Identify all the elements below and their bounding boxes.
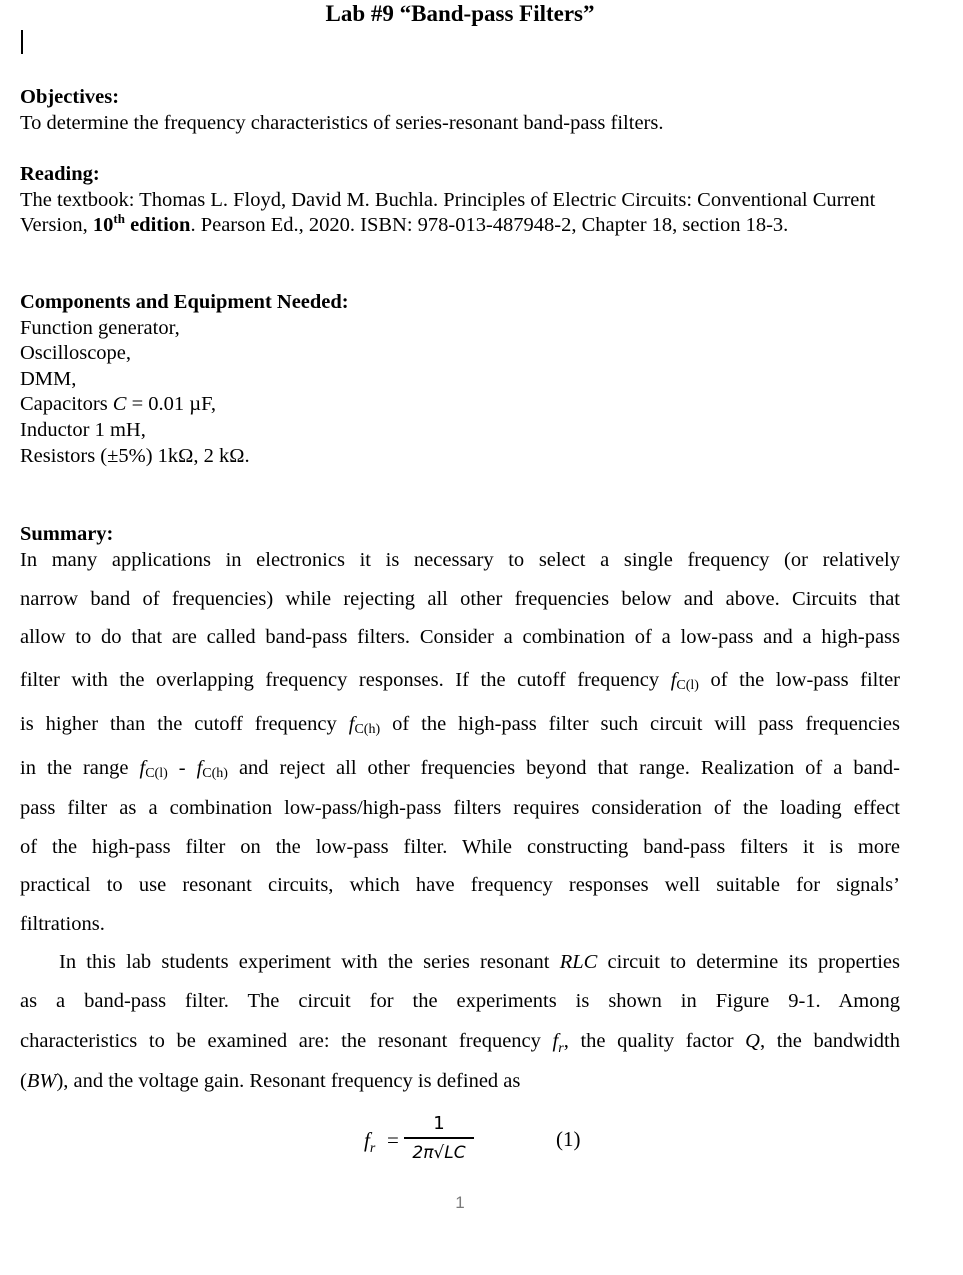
reading-text: The textbook: Thomas L. Floyd, David M. Buchla. Principles of Electric Circuits: Conventional Current Version, 10th edition. Pearson Ed., 2020. ISBN: 978-013-487948-2, Chapter 18, section 18-3.: [20, 188, 876, 236]
component-item: Oscilloscope,: [20, 342, 132, 365]
text-line: (BW), and the voltage gain. Resonant frequency is defined as: [20, 1070, 521, 1092]
fraction-bar: [404, 1137, 474, 1139]
summary-paragraph-1: [20, 541, 900, 943]
edition-label: 10th edition: [92, 211, 191, 236]
equation-equals: =: [387, 1128, 399, 1152]
text-line: of the high-pass filter on the low-pass filter. While constructing band-pass filters it is more: [20, 835, 900, 858]
objectives-section: [20, 85, 900, 136]
equation-denominator: 2π√LC: [412, 1142, 466, 1163]
components-heading: Components and Equipment Needed:: [20, 291, 349, 313]
text-line: practical to use resonant circuits, which have frequency responses well suitable for signals’: [20, 874, 900, 896]
text-line: In many applications in electronics it is necessary to select a single frequency (or relatively: [20, 549, 900, 571]
objectives-text: To determine the frequency characteristics of series-resonant band-pass filters.: [20, 111, 664, 134]
text-line: characteristics to be examined are: the resonant frequency $f_r$, the quality factor Q, the bandwidth: [20, 1030, 900, 1057]
text-line: as a band-pass filter. The circuit for the experiments is shown in Figure 9-1. Among: [20, 989, 900, 1012]
component-item: DMM,: [20, 367, 77, 390]
objectives-heading: Objectives:: [20, 86, 120, 108]
text-line: is higher than the cutoff frequency fC(h) of the high-pass filter such circuit will pass frequencies: [20, 713, 900, 737]
text-line: filtrations.: [20, 912, 105, 935]
equation-numerator: 1: [433, 1113, 445, 1134]
equation-lhs: $f_r$: [364, 1128, 376, 1157]
component-item: Function generator,: [20, 316, 180, 339]
text-line: allow to do that are called band-pass filters. Consider a combination of a low-pass and a high-pass: [20, 626, 900, 648]
equation-number: (1): [556, 1127, 581, 1151]
reading-section: [20, 162, 900, 239]
text-line: filter with the overlapping frequency responses. If the cutoff frequency fC(l) of the low-pass filter: [20, 669, 900, 693]
text-line: pass filter as a combination low-pass/high-pass filters requires consideration of the loading effect: [20, 797, 900, 819]
component-item: Resistors (±5%) 1kΩ, 2 kΩ.: [20, 444, 250, 467]
text-line: In this lab students experiment with the series resonant RLC circuit to determine its properties: [59, 951, 900, 973]
text-line: in the range fC(l) - fC(h) and reject all other frequencies beyond that range. Realization of a band-: [20, 757, 901, 781]
text-line: narrow band of frequencies) while rejecting all other frequencies below and above. Circuits that: [20, 587, 900, 610]
component-item-capacitors: Capacitors C = 0.01 µF,: [20, 393, 216, 416]
equation-fraction: [404, 1113, 474, 1164]
summary-heading: Summary:: [20, 523, 114, 545]
summary-paragraph-2: [20, 943, 900, 1101]
components-section: [20, 290, 900, 469]
page-title: Lab #9 “Band-pass Filters”: [325, 1, 595, 26]
component-item: Inductor 1 mH,: [20, 418, 146, 441]
summary-section: [20, 522, 900, 1101]
text-cursor: [21, 30, 23, 54]
reading-heading: Reading:: [20, 163, 100, 185]
page-number: 1: [455, 1193, 465, 1212]
resonant-frequency-equation: [360, 1110, 600, 1170]
